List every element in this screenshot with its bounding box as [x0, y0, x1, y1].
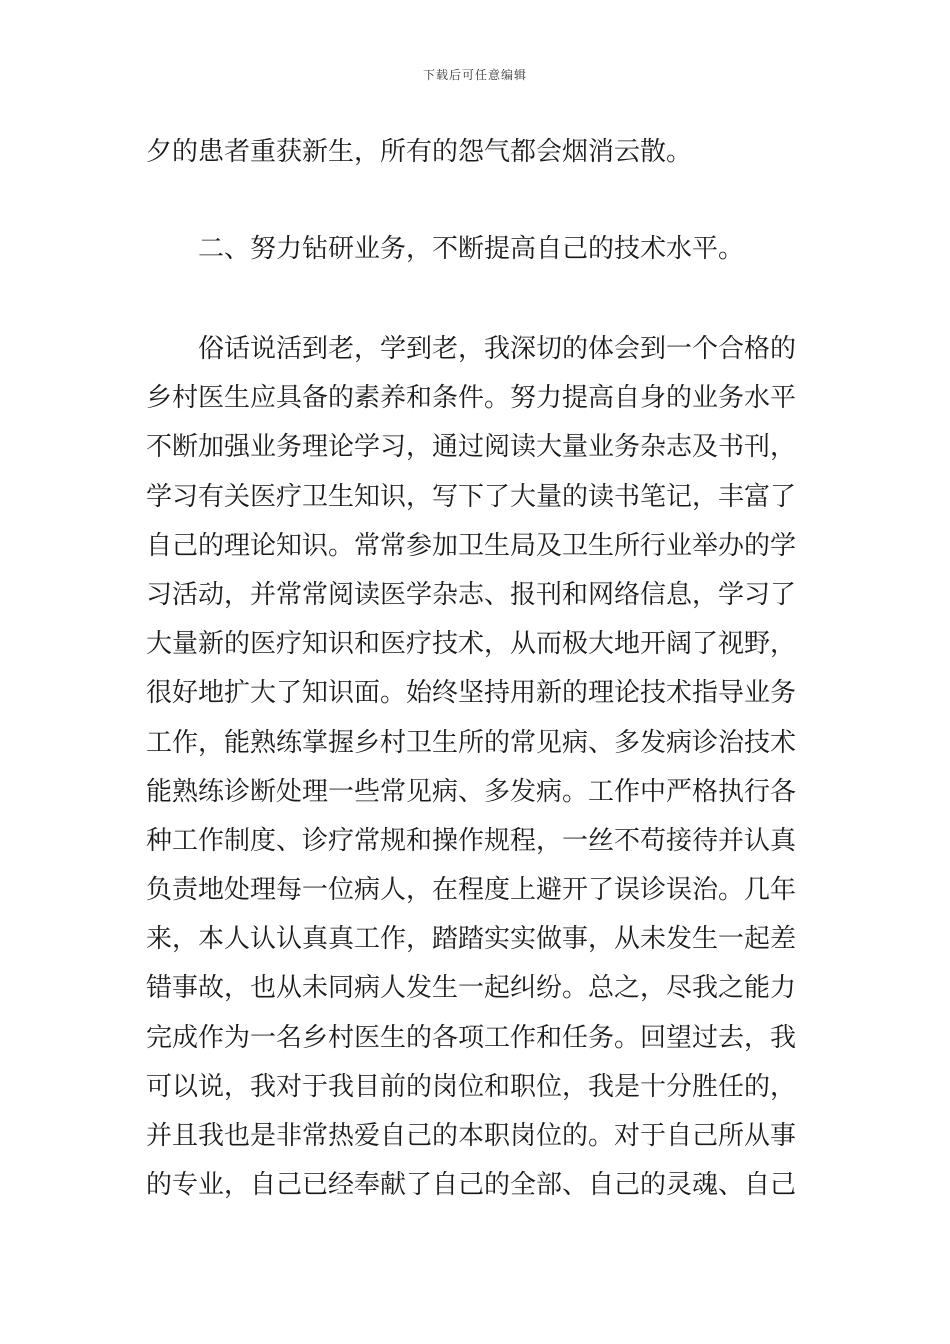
text-line: 夕的患者重获新生，所有的怨气都会烟消云散。 — [146, 137, 693, 167]
paragraph-continuation — [146, 128, 806, 177]
text-line: 的专业，自己已经奉献了自己的全部、自己的灵魂、自己 — [146, 1170, 797, 1201]
text-line: 乡村医生应具备的素养和条件。努力提高自身的业务水平 — [146, 383, 797, 414]
text-line: 来，本人认认真真工作，踏踏实实做事，从未发生一起差 — [146, 924, 797, 955]
text-line: 大量新的医疗知识和医疗技术，从而极大地开阔了视野， — [146, 629, 797, 660]
text-line: 不断加强业务理论学习，通过阅读大量业务杂志及书刊， — [146, 432, 797, 463]
header-note: 下载后可任意编辑 — [422, 68, 527, 82]
text-line: 工作，能熟练掌握乡村卫生所的常见病、多发病诊治技术 — [146, 727, 797, 758]
text-line: 习活动，并常常阅读医学杂志、报刊和网络信息，学习了 — [146, 579, 797, 610]
text-line: 负责地处理每一位病人，在程度上避开了误诊误治。几年 — [146, 875, 797, 906]
text-line: 可以说，我对于我目前的岗位和职位，我是十分胜任的， — [146, 1071, 797, 1102]
section-heading — [146, 225, 806, 274]
text-line: 并且我也是非常热爱自己的本职岗位的。对于自己所从事 — [146, 1121, 797, 1151]
text-line: 自己的理论知识。常常参加卫生局及卫生所行业举办的学 — [146, 530, 797, 561]
text-line: 能熟练诊断处理一些常见病、多发病。工作中严格执行各 — [146, 776, 797, 807]
text-line: 错事故，也从未同病人发生一起纠纷。总之，尽我之能力 — [146, 973, 797, 1004]
main-paragraph — [146, 325, 806, 1210]
text-line: 俗话说活到老，学到老，我深切的体会到一个合格的 — [198, 334, 797, 364]
section-heading-text: 二、努力钻研业务，不断提高自己的技术水平。 — [198, 234, 745, 264]
text-line: 学习有关医疗卫生知识，写下了大量的读书笔记，丰富了 — [146, 481, 797, 512]
text-line: 很好地扩大了知识面。始终坚持用新的理论技术指导业务 — [146, 678, 797, 709]
text-line: 完成作为一名乡村医生的各项工作和任务。回望过去，我 — [146, 1022, 797, 1053]
text-line: 种工作制度、诊疗常规和操作规程，一丝不苟接待并认真 — [146, 825, 797, 856]
